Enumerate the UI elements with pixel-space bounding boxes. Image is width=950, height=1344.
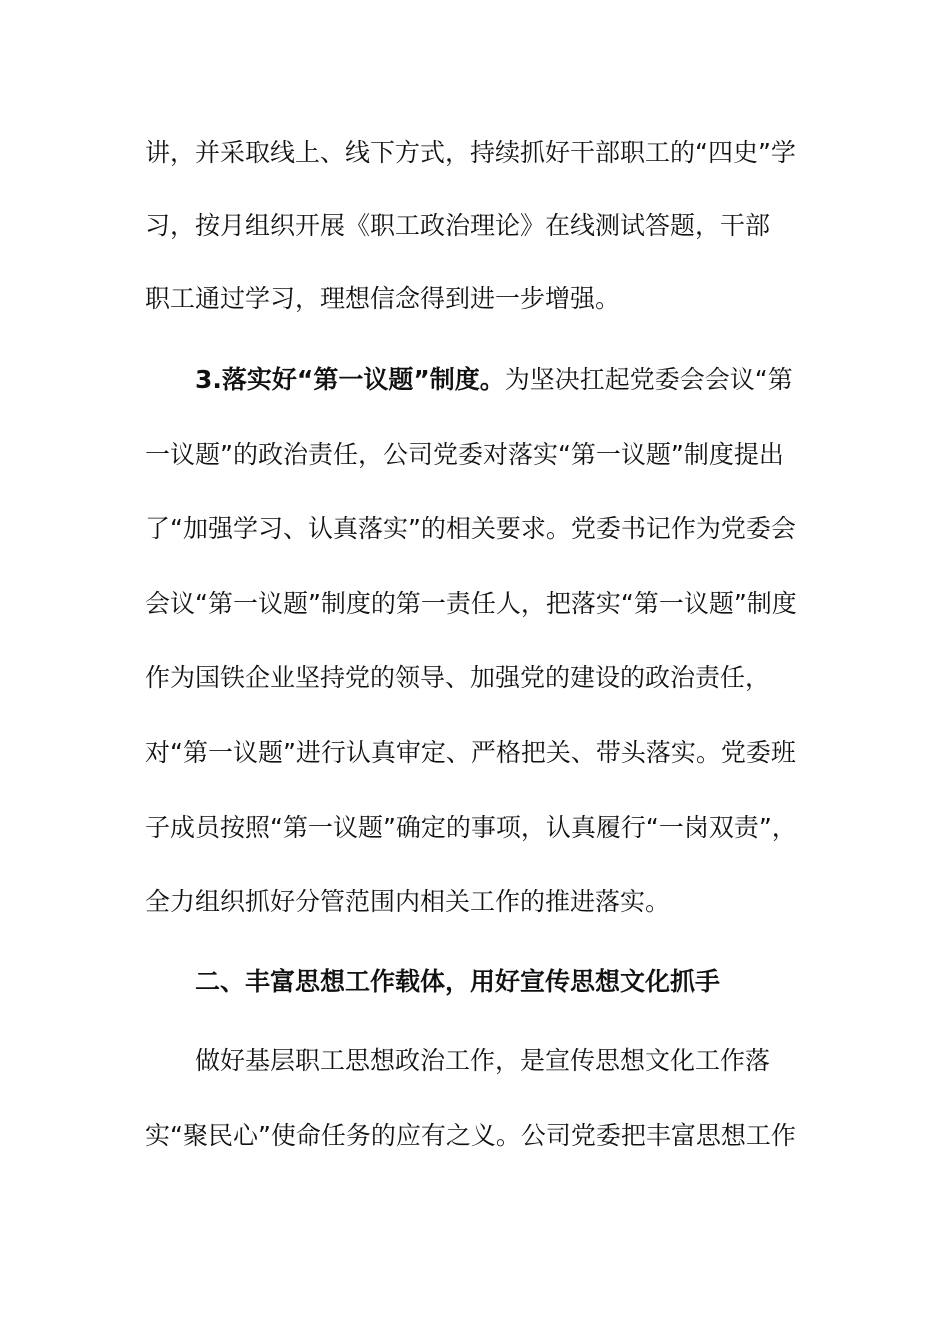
paragraph-line: 习，按月组织开展《职工政治理论》在线测试答题，干部 <box>145 211 771 240</box>
subsection-heading: 3.落实好“第一议题”制度。 <box>195 365 505 394</box>
paragraph-line: 一议题”的政治责任，公司党委对落实“第一议题”制度提出 <box>145 440 784 469</box>
paragraph-line: 了“加强学习、认真落实”的相关要求。党委书记作为党委会 <box>145 514 796 543</box>
paragraph-line: 做好基层职工思想政治工作，是宣传思想文化工作落 <box>195 1046 771 1075</box>
paragraph-line: 会议“第一议题”制度的第一责任人，把落实“第一议题”制度 <box>145 589 797 618</box>
subsection-text: 为坚决扛起党委会会议“第 <box>504 365 793 394</box>
section-heading: 二、丰富思想工作载体，用好宣传思想文化抓手 <box>195 967 721 996</box>
paragraph-line: 作为国铁企业坚持党的领导、加强党的建设的政治责任， <box>145 663 771 692</box>
paragraph-line: 职工通过学习，理想信念得到进一步增强。 <box>145 284 621 313</box>
paragraph-line: 讲，并采取线上、线下方式，持续抓好干部职工的“四史”学 <box>145 138 796 167</box>
subsection-line <box>195 361 810 399</box>
paragraph-line: 子成员按照“第一议题”确定的事项，认真履行“一岗双责”， <box>145 813 797 842</box>
paragraph-line: 实“聚民心”使命任务的应有之义。公司党委把丰富思想工作 <box>145 1121 796 1150</box>
paragraph-line: 对“第一议题”进行认真审定、严格把关、带头落实。党委班 <box>145 738 796 767</box>
paragraph-line: 全力组织抓好分管范围内相关工作的推进落实。 <box>145 887 671 916</box>
